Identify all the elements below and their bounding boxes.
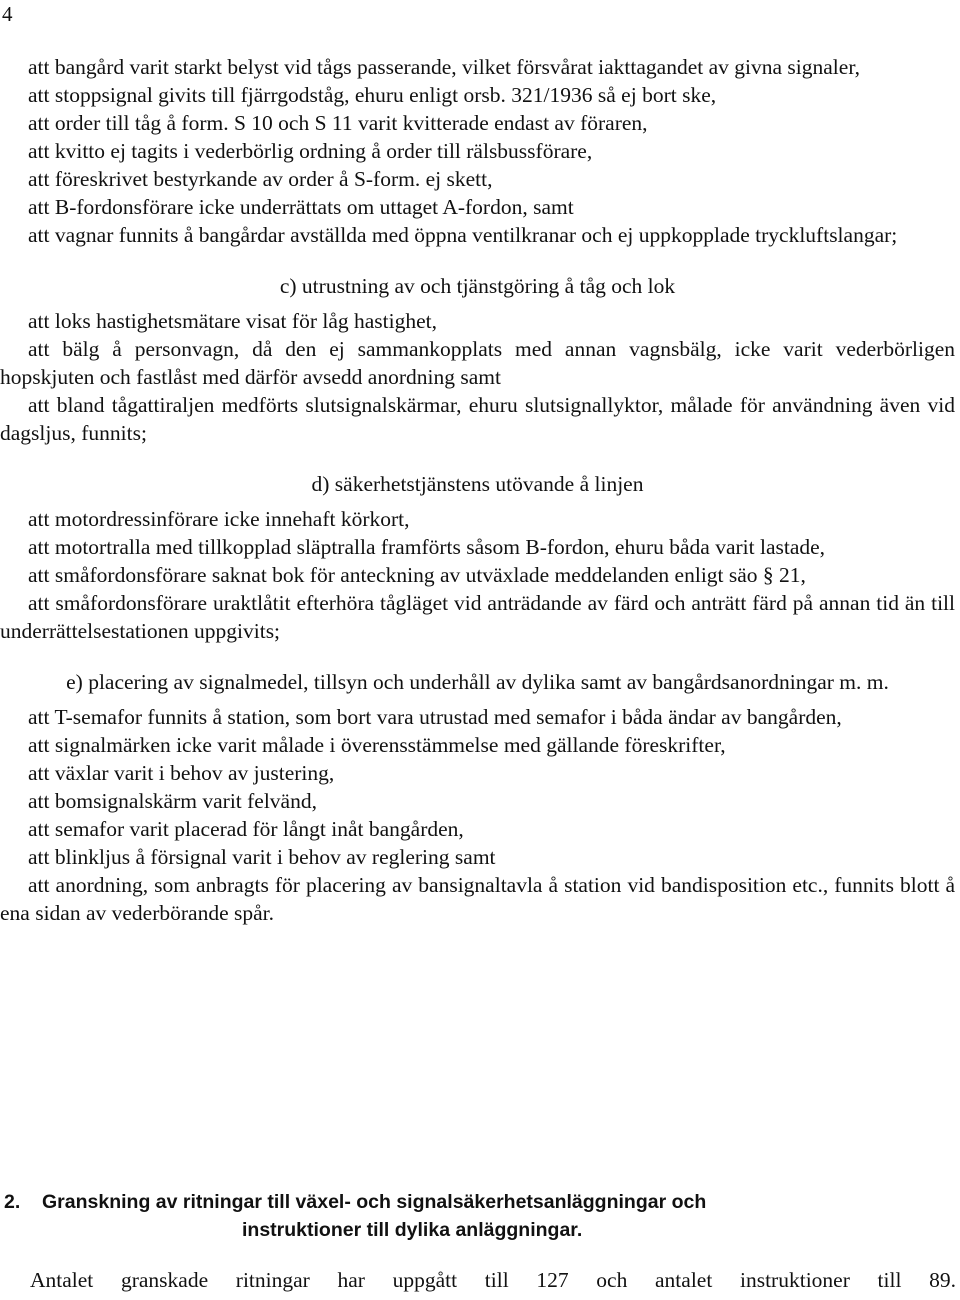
list-item: att föreskrivet bestyrkande av order å S-form. ej skett,: [28, 167, 493, 191]
list-item: att motordressinförare icke innehaft körkort,: [28, 507, 410, 531]
subheading-d: d) säkerhetstjänstens utövande å linjen: [311, 472, 644, 496]
list-item: att semafor varit placerad för långt inåt bangården,: [28, 817, 464, 841]
subheading-e: e) placering av signalmedel, tillsyn och underhåll av dylika samt av bangårdsanordningar m. m.: [66, 670, 889, 694]
list-item: att signalmärken icke varit målade i överensstämmelse med gällande föreskrifter,: [28, 733, 726, 757]
section-heading: [4, 1188, 956, 1244]
section-heading-line-1: [4, 1188, 956, 1216]
list-item: att småfordonsförare uraktlåtit efterhöra tågläget vid anträdande av färd och anträtt färd på annan tid än till underrättelsestationen uppgivits;: [0, 591, 955, 643]
section-title-continued: instruktioner till dylika anläggningar.: [242, 1219, 583, 1241]
list-item: att motortralla med tillkopplad släptralla framförts såsom B-fordon, ehuru båda varit lastade,: [28, 535, 826, 559]
list-item: att växlar varit i behov av justering,: [28, 761, 335, 785]
body-text: [0, 53, 955, 927]
list-item: att bland tågattiraljen medförts slutsignalskärmar, ehuru slutsignallyktor, målade för användning även vid dagsljus, funnits;: [0, 393, 955, 445]
summary-paragraph: Antalet granskade ritningar har uppgått till 127 och antalet instruktioner till 89.: [30, 1268, 956, 1292]
list-item: att bomsignalskärm varit felvänd,: [28, 789, 317, 813]
page-number: 4: [2, 2, 13, 26]
subheading-c: c) utrustning av och tjänstgöring å tåg och lok: [279, 274, 676, 298]
list-item: att anordning, som anbragts för placering av bansignaltavla å station vid bandisposition etc., funnits blott å ena sidan av vederbörande spår.: [0, 873, 955, 925]
list-item: att loks hastighetsmätare visat för låg hastighet,: [28, 309, 437, 333]
list-item: att bälg å personvagn, då den ej sammankopplats med annan vagnsbälg, icke varit vederbörligen hopskjuten och fastlåst med därför avsedd anordning samt: [0, 337, 955, 389]
section-number: 2.: [4, 1191, 21, 1213]
list-item: att stoppsignal givits till fjärrgodståg, ehuru enligt orsb. 321/1936 så ej bort ske,: [28, 83, 717, 107]
list-item: att order till tåg å form. S 10 och S 11 varit kvitterade endast av föraren,: [28, 111, 648, 135]
list-item: att bangård varit starkt belyst vid tågs passerande, vilket försvårat iakttagandet av givna signaler,: [28, 55, 860, 79]
list-item: att småfordonsförare saknat bok för anteckning av utväxlade meddelanden enligt säo § 21,: [28, 563, 806, 587]
list-item: att kvitto ej tagits i vederbörlig ordning å order till rälsbussförare,: [28, 139, 593, 163]
section-title: Granskning av ritningar till växel- och signalsäkerhetsanläggningar och: [42, 1191, 707, 1213]
list-item: att B-fordonsförare icke underrättats om uttaget A-fordon, samt: [28, 195, 574, 219]
list-item: att vagnar funnits å bangårdar avställda med öppna ventilkranar och ej uppkopplade tryckluftslangar;: [28, 223, 898, 247]
list-item: att blinkljus å försignal varit i behov av reglering samt: [28, 845, 496, 869]
list-item: att T-semafor funnits å station, som bort vara utrustad med semafor i båda ändar av bangården,: [28, 705, 842, 729]
